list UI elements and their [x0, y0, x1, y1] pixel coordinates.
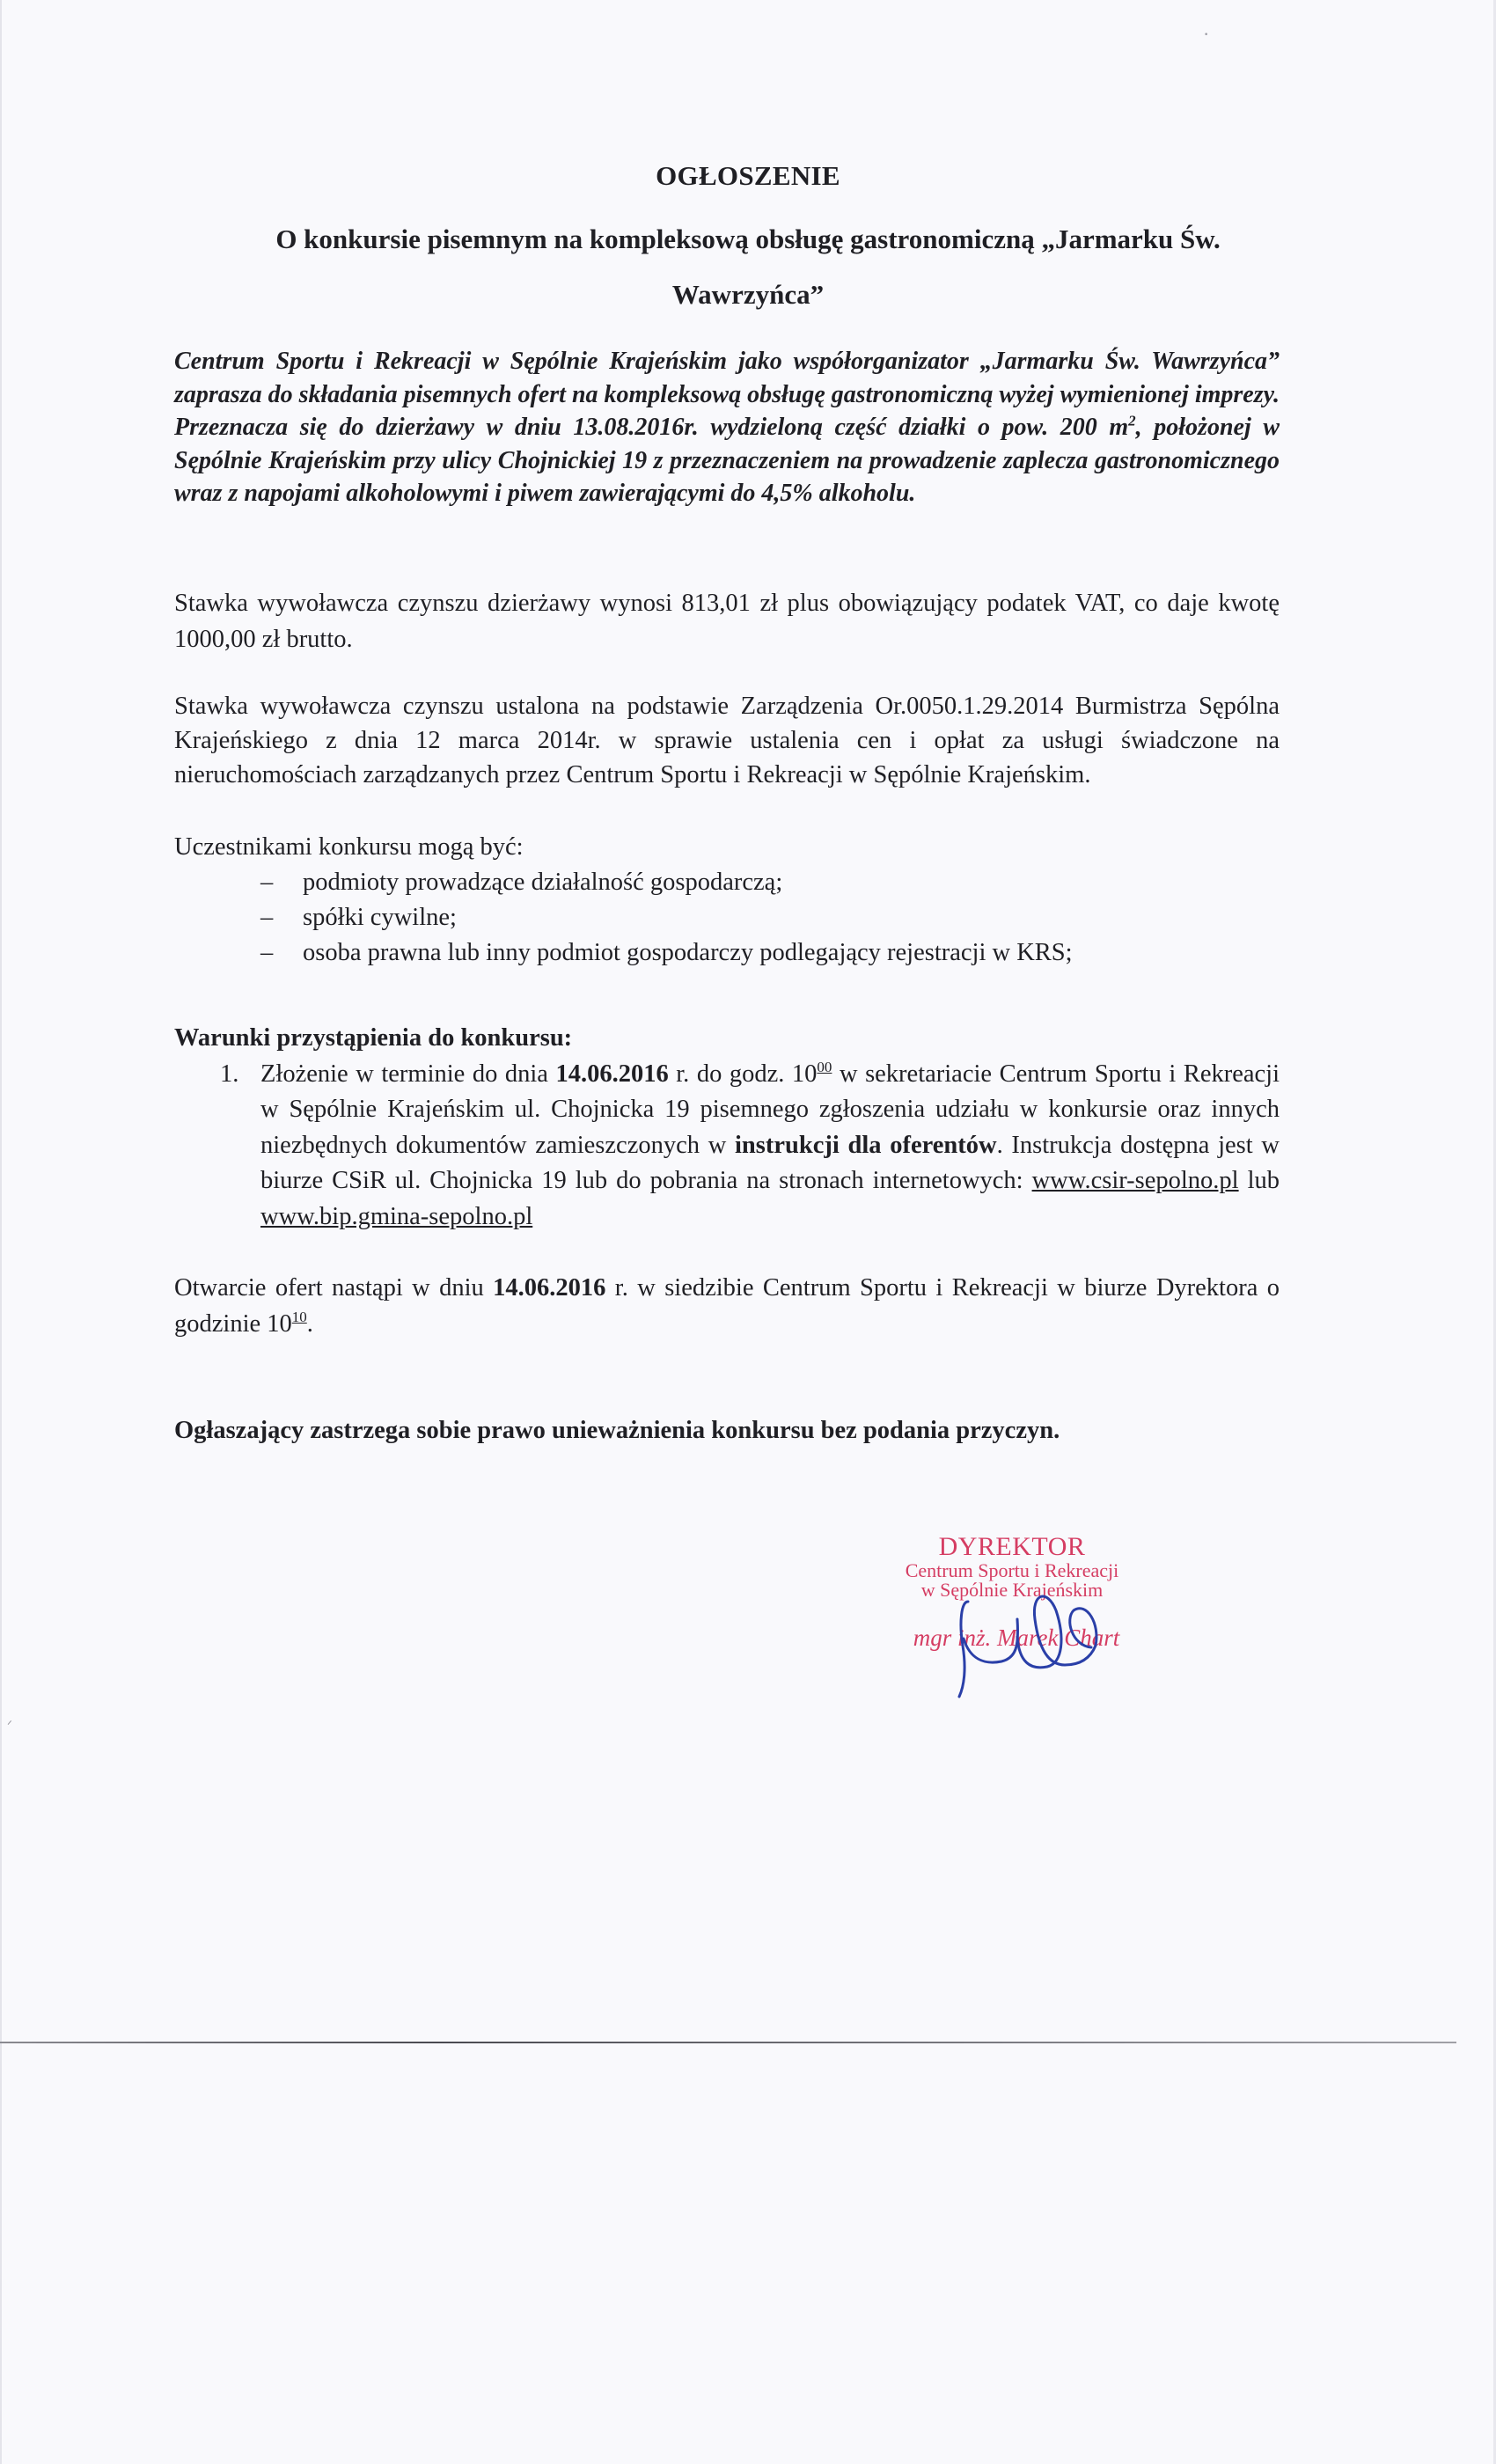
stamp-name: mgr inż. Marek Chart: [913, 1624, 1120, 1651]
instructions-bold: instrukcji dla oferentów: [735, 1131, 997, 1159]
dash-bullet: –: [260, 939, 274, 966]
stamp-location: w Sępólnie Krajeńskim: [920, 1579, 1104, 1601]
page-bottom-edge-line: [0, 2042, 1456, 2043]
stamp-title: DYREKTOR: [938, 1532, 1086, 1561]
rent-paragraph: Stawka wywoławcza czynszu dzierżawy wynosi 813,01 zł plus obowiązujący podatek VAT, co daje kwotę 1000,00 zł brutto.: [174, 590, 1280, 653]
subtitle-line-1: O konkursie pisemnym na kompleksową obsługę gastronomiczną „Jarmarku Św.: [275, 224, 1221, 254]
opening-paragraph: [174, 1270, 1280, 1342]
dash-bullet: –: [260, 869, 274, 896]
intro-paragraph: [174, 345, 1280, 510]
conditions-list: [174, 1057, 1280, 1236]
intro-superscript: 2: [1128, 412, 1136, 429]
participants-list: [174, 865, 1280, 971]
conditions-text: lub: [1238, 1167, 1280, 1194]
opening-text: Otwarcie ofert nastąpi w dniu: [174, 1274, 494, 1302]
item-number: 1.: [220, 1060, 239, 1088]
basis-paragraph: Stawka wywoławcza czynszu ustalona na podstawie Zarządzenia Or.0050.1.29.2014 Burmistrza Sępólna Krajeńskiego z dnia 12 marca 2014r. w sprawie ustalenia cen i opłat za usługi świadczone na nieruchomościach zarządzanych przez Centrum Sportu i Rekreacji w Sępólnie Krajeńskim.: [174, 693, 1280, 788]
link-bip-gmina-sepolno[interactable]: www.bip.gmina-sepolno.pl: [260, 1202, 533, 1230]
conditions-text: w sekretariacie Centrum Sportu i Rekreacji w Sępólnie Krajeńskim ul. Chojnicka 19 pisemnego zgłoszenia udziału w konkursie oraz innych niezbędnych dokumentów zamieszczonych w: [260, 1060, 1280, 1159]
page-subtitle: [202, 211, 1294, 322]
list-item: [260, 900, 1280, 935]
deadline-date: 14.06.2016: [555, 1060, 669, 1088]
conditions-text: r. do godz. 10: [668, 1060, 818, 1088]
opening-text: .: [306, 1310, 313, 1338]
list-item-text: spółki cywilne;: [303, 904, 457, 931]
conditions-text: . Instrukcja dostępna jest w biurze CSiR ul. Chojnicka 19 lub do pobrania na stronach internetowych:: [260, 1131, 1280, 1194]
opening-time-minutes: 10: [291, 1309, 307, 1325]
scan-edge-left: [0, 0, 2, 2464]
stamp-institution: Centrum Sportu i Rekreacji: [905, 1559, 1119, 1581]
intro-text-b: , położonej w Sępólnie Krajeńskim przy ulicy Chojnickiej 19 z przeznaczeniem na prowadzenie zaplecza gastronomicznego wraz z napojami alkoholowymi i piwem zawierającymi do 4,5% alkoholu.: [174, 414, 1280, 508]
list-item-text: osoba prawna lub inny podmiot gospodarczy podlegający rejestracji w KRS;: [303, 939, 1073, 966]
conditions-text: Złożenie w terminie do dnia: [260, 1060, 556, 1088]
closing-statement: Ogłaszający zastrzega sobie prawo unieważnienia konkursu bez podania przyczyn.: [174, 1417, 1060, 1444]
deadline-time-minutes: 00: [817, 1058, 832, 1075]
conditions-section: [174, 1021, 1280, 1235]
subtitle-line-2: Wawrzyńca”: [671, 279, 825, 310]
page-title: OGŁOSZENIE: [656, 160, 840, 191]
list-item: [260, 935, 1280, 971]
participants-heading: Uczestnikami konkursu mogą być:: [174, 833, 524, 861]
handwritten-signature: [915, 1584, 1135, 1698]
intro-text-a: Centrum Sportu i Rekreacji w Sępólnie Krajeńskim jako współorganizator „Jarmarku Św. Wawrzyńca” zaprasza do składania pisemnych ofert na kompleksową obsługę gastronomiczną wyżej wymienionej imprezy. Przeznacza się do dzierżawy w dniu 13.08.2016r. wydzieloną część działki o pow. 200 m: [174, 348, 1280, 442]
list-item-text: podmioty prowadzące działalność gospodarczą;: [303, 869, 783, 896]
scan-speck: ᐟ: [7, 1720, 12, 1733]
participants-section: [174, 830, 1280, 971]
conditions-heading: Warunki przystąpienia do konkursu:: [174, 1024, 573, 1052]
dash-bullet: –: [260, 904, 274, 931]
scan-speck: ·: [1203, 23, 1210, 45]
opening-date: 14.06.2016: [493, 1274, 606, 1302]
conditions-item: [220, 1057, 1280, 1236]
list-item: [260, 865, 1280, 900]
opening-text: r. w siedzibie Centrum Sportu i Rekreacji w biurze Dyrektora o godzinie 10: [174, 1274, 1280, 1338]
link-csir-sepolno[interactable]: www.csir-sepolno.pl: [1031, 1167, 1239, 1194]
